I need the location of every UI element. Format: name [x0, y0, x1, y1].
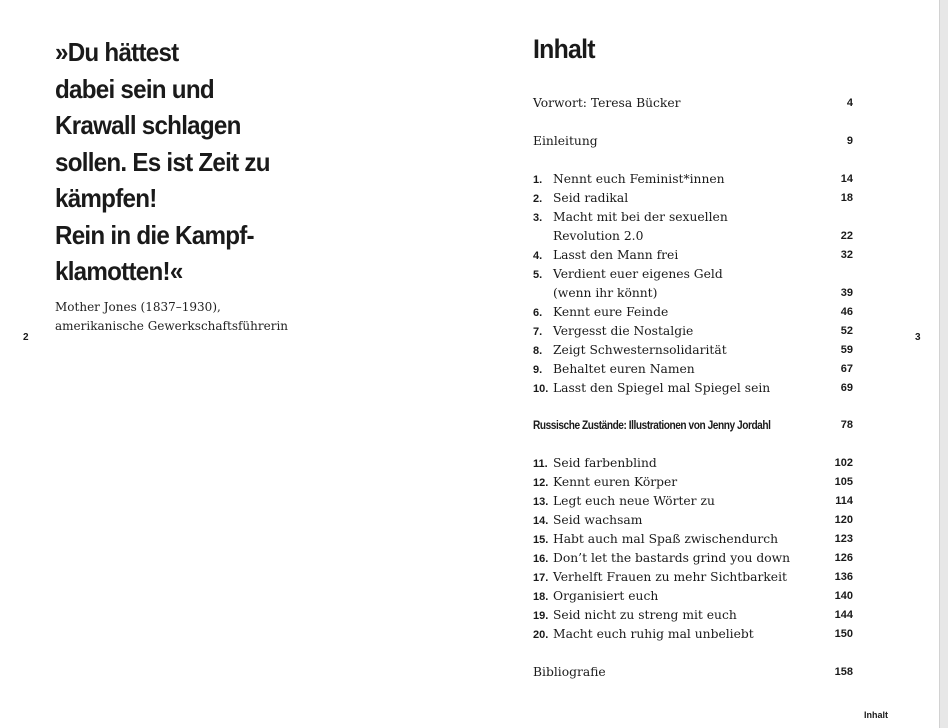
toc-entry-title: Behaltet euren Namen [553, 362, 695, 376]
toc-entry-title: Don’t let the bastards grind you down [553, 551, 791, 565]
toc-entry-page: 14 [840, 173, 853, 185]
toc-entry-page: 126 [834, 552, 853, 564]
quote-line: kämpfen! [55, 183, 157, 213]
toc-entry-title: Seid farbenblind [553, 456, 657, 470]
toc-entry-title: Einleitung [533, 134, 598, 148]
toc-entry-page: 39 [840, 287, 853, 299]
toc-entry-title: Legt euch neue Wörter zu [553, 494, 715, 508]
toc-entry [533, 511, 853, 530]
toc-entry [533, 587, 853, 606]
toc-entry-title: Organisiert euch [553, 589, 659, 603]
toc-entry-page: 144 [834, 609, 853, 621]
toc-entry-number: 18. [533, 591, 549, 603]
toc-entry-title: Seid radikal [553, 191, 629, 205]
quote-line: klamotten!« [55, 256, 183, 286]
toc-entry-page: 136 [834, 571, 853, 583]
toc-entry-title: Macht mit bei der sexuellen [553, 210, 728, 224]
toc-entry-title: Verdient euer eigenes Geld [553, 267, 723, 281]
toc-entry-title: Vorwort: Teresa Bücker [533, 96, 681, 110]
toc-entry-number: 2. [533, 193, 543, 205]
toc-entry-number: 8. [533, 345, 543, 357]
toc-entry-title: Lasst den Mann frei [553, 248, 679, 262]
toc-entry [533, 549, 853, 568]
toc-entry-page: 4 [846, 97, 853, 109]
toc-entry [533, 227, 853, 246]
toc-entry-title: Zeigt Schwesternsolidarität [553, 343, 727, 357]
running-footer: Inhalt [864, 710, 888, 720]
toc-entry [533, 170, 853, 189]
toc-entry-title: (wenn ihr könnt) [553, 286, 658, 300]
toc-entry-page: 22 [840, 230, 853, 242]
toc-entry-page: 18 [840, 192, 853, 204]
toc-entry-number: 4. [533, 250, 543, 262]
toc-entry [533, 663, 853, 682]
toc-entry-number: 7. [533, 326, 543, 338]
toc-entry-title: Lasst den Spiegel mal Spiegel sein [553, 381, 771, 395]
toc-entry-number: 9. [533, 364, 543, 376]
toc-entry [533, 94, 853, 113]
toc-entry-number: 15. [533, 534, 549, 546]
toc-entry-number: 3. [533, 212, 543, 224]
toc-entry-number: 11. [533, 458, 548, 470]
toc-entry-number: 5. [533, 269, 543, 281]
toc-entry [533, 473, 853, 492]
toc-entry-title: Russische Zustände: Illustrationen von Jenny Jordahl [533, 420, 771, 432]
toc-entry-page: 102 [834, 457, 853, 469]
quote-line: »Du hättest [55, 37, 179, 67]
toc-entry-title: Habt auch mal Spaß zwischendurch [553, 532, 779, 546]
quote-line: Rein in die Kampf- [55, 219, 254, 250]
toc-entry [533, 246, 853, 265]
toc-entry-page: 46 [840, 306, 853, 318]
attribution-line: amerikanische Gewerkschaftsführerin [55, 319, 289, 333]
toc-entry-number: 13. [533, 496, 549, 508]
toc-entry-number: 17. [533, 572, 549, 584]
toc-entry-page: 32 [840, 249, 853, 261]
toc-entry-number: 1. [533, 174, 543, 186]
toc-entry-title: Revolution 2.0 [553, 229, 644, 243]
toc-entry-title: Verhelft Frauen zu mehr Sichtbarkeit [553, 570, 787, 584]
toc-entry [533, 530, 853, 549]
toc-entry [533, 132, 853, 151]
toc-entry [533, 625, 853, 644]
toc-entry-number: 14. [533, 515, 549, 527]
toc-entry-number: 10. [533, 383, 549, 395]
toc-entry-page: 52 [840, 325, 853, 337]
quote-line: sollen. Es ist Zeit zu [55, 146, 270, 177]
toc-entry-page: 59 [840, 344, 853, 356]
toc-entry-title: Macht euch ruhig mal unbeliebt [553, 627, 754, 641]
toc-entry-title: Seid nicht zu streng mit euch [553, 608, 737, 622]
page-edge [939, 0, 948, 728]
toc-entry-number: 19. [533, 610, 549, 622]
toc-entry-number: 12. [533, 477, 549, 489]
toc-entry-number: 16. [533, 553, 549, 565]
toc-entry-page: 78 [840, 419, 853, 431]
toc-entry-page: 114 [835, 495, 853, 507]
toc-entry [533, 606, 853, 625]
toc-entry-title: Seid wachsam [553, 513, 643, 527]
toc-entry-number: 6. [533, 307, 543, 319]
toc-entry [533, 492, 853, 511]
epigraph-attribution [55, 298, 288, 336]
toc-entry-title: Vergesst die Nostalgie [553, 324, 694, 338]
toc-entry-page: 140 [834, 590, 853, 602]
toc-entry-page: 123 [834, 533, 853, 545]
toc-entry [533, 568, 853, 587]
toc-entry-page: 67 [840, 363, 853, 375]
toc-title: Inhalt [533, 34, 595, 64]
toc-entry [533, 322, 853, 341]
toc-entry [533, 416, 853, 435]
toc-entry-page: 105 [834, 476, 853, 488]
toc-entry [533, 284, 853, 303]
attribution-line: Mother Jones (1837–1930), [55, 300, 221, 314]
toc-entry [533, 189, 853, 208]
toc-entry-page: 120 [834, 514, 853, 526]
right-page-number: 3 [915, 332, 921, 343]
toc-entry [533, 341, 853, 360]
toc-entry [533, 208, 853, 227]
toc-entry-title: Kennt euren Körper [553, 475, 678, 489]
toc-entry [533, 265, 853, 284]
toc-entry-page: 9 [846, 135, 853, 147]
toc-entry [533, 454, 853, 473]
toc-entry-page: 150 [834, 628, 853, 640]
left-page-number: 2 [23, 332, 29, 343]
quote-line: Krawall schlagen [55, 110, 241, 140]
toc-entry-page: 158 [834, 666, 853, 678]
toc-entry-title: Bibliografie [533, 665, 606, 679]
epigraph-quote [55, 34, 334, 290]
quote-line: dabei sein und [55, 73, 214, 104]
toc-entry [533, 303, 853, 322]
toc-entry-title: Kennt eure Feinde [553, 305, 669, 319]
toc-entry-number: 20. [533, 629, 549, 641]
toc-entry-page: 69 [840, 382, 853, 394]
toc-entry [533, 360, 853, 379]
toc-entry [533, 379, 853, 398]
toc-entry-title: Nennt euch Feminist*innen [553, 172, 725, 186]
